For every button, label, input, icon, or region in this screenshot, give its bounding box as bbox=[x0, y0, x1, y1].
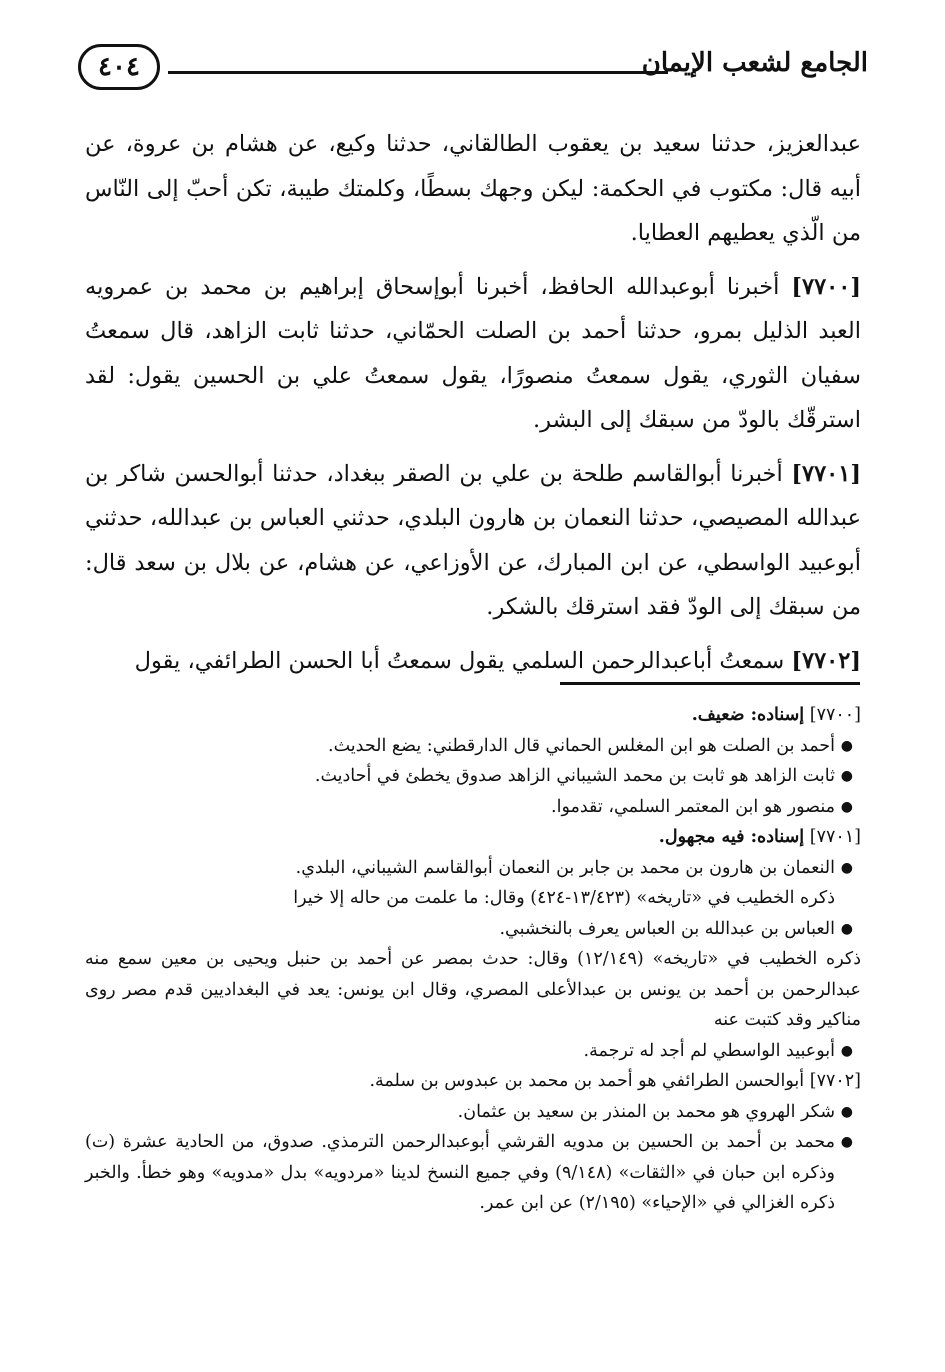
paragraph-text: سمعتُ أباعبدالرحمن السلمي يقول سمعتُ أبا الحسن الطرائفي، يقول bbox=[134, 647, 785, 674]
footnote-item bbox=[85, 792, 861, 823]
footnotes bbox=[85, 700, 861, 1219]
footnote-item-text: العباس بن عبدالله بن العباس يعرف بالنخشبي. bbox=[499, 918, 835, 939]
bullet-icon: ● bbox=[840, 1134, 853, 1150]
main-text bbox=[85, 122, 861, 692]
footnote-divider bbox=[560, 682, 860, 685]
paragraph-7700 bbox=[85, 265, 861, 443]
bullet-icon: ● bbox=[840, 1042, 853, 1059]
footnote-ref: [٧٧٠٢] bbox=[809, 1071, 861, 1091]
footnote-ref: [٧٧٠١] bbox=[809, 827, 861, 847]
footnote-verdict: إسناده: فيه مجهول. bbox=[658, 827, 805, 847]
footnote-item bbox=[85, 853, 861, 884]
footnote-item-text: أحمد بن الصلت هو ابن المغلس الحماني قال الدارقطني: يضع الحديث. bbox=[328, 735, 835, 756]
footnote-heading-7700 bbox=[85, 700, 861, 731]
footnote-continuation: ذكره الخطيب في «تاريخه» (١٣/٤٢٣-٤٢٤) وقال: ما علمت من حاله إلا خيرا bbox=[293, 888, 835, 908]
paragraph-7701 bbox=[85, 452, 861, 630]
footnote-item bbox=[85, 731, 861, 762]
footnote-item bbox=[85, 761, 861, 792]
footnote-item-text: منصور هو ابن المعتمر السلمي، تقدموا. bbox=[551, 796, 835, 817]
hadith-number: [٧٧٠٠] bbox=[791, 273, 861, 300]
book-title: الجامع لشعب الإيمان bbox=[641, 48, 868, 78]
footnote-item-text: أبوعبيد الواسطي لم أجد له ترجمة. bbox=[583, 1040, 835, 1061]
bullet-icon: ● bbox=[840, 798, 853, 815]
page-number: ٤٠٤ bbox=[78, 44, 160, 90]
bullet-icon: ● bbox=[840, 920, 853, 937]
footnote-item bbox=[85, 1036, 861, 1067]
bullet-icon: ● bbox=[840, 737, 853, 754]
footnote-continuation: ذكره الخطيب في «تاريخه» (١٢/١٤٩) وقال: حدث بمصر عن أحمد بن حنبل ويحيى بن معين سمع منه عبدالرحمن بن أحمد بن يونس بن عبدالأعلى المصري، وقال ابن يونس: يعد في البغداديين قدم مصر روى مناكير وقد كتبت عنه bbox=[85, 949, 861, 1030]
footnote-item bbox=[85, 1127, 861, 1219]
footnote-heading-7702 bbox=[85, 1066, 861, 1097]
bullet-icon: ● bbox=[840, 768, 853, 784]
footnote-item-text: شكر الهروي هو محمد بن المنذر بن سعيد بن عثمان. bbox=[457, 1101, 835, 1122]
paragraph-text: عبدالعزيز، حدثنا سعيد بن يعقوب الطالقاني، حدثنا وكيع، عن هشام بن عروة، عن أبيه قال: مكتوب في الحكمة: ليكن وجهك بسطًا، وكلمتك طيبة، تكن أحبّ إلى النّاس من الّذي يعطيهم العطايا. bbox=[85, 131, 861, 246]
paragraph bbox=[85, 122, 861, 256]
hadith-number: [٧٧٠١] bbox=[791, 460, 862, 487]
paragraph-text: أخبرنا أبوعبدالله الحافظ، أخبرنا أبوإسحاق إبراهيم بن محمد بن عمرويه العبد الذليل بمرو، حدثنا أحمد بن الصلت الحمّاني، حدثنا ثابت الزاهد، قال سمعتُ سفيان الثوري، يقول سمعتُ منصورًا، يقول سمعتُ علي بن الحسين يقول: لقد استرقّك بالودّ من سبقك إلى البشر. bbox=[85, 273, 861, 433]
footnote-item-text: محمد بن أحمد بن الحسين بن مدويه القرشي أبوعبدالرحمن الترمذي. صدوق، من الحادية عشرة (ت) وذكره ابن حبان في «الثقات» (٩/١٤٨) وفي جميع النسخ لدينا «مردويه» بدل «مدويه» وهو خطأ. والخبر ذكره الغزالي في «الإحياء» (٢/١٩٥) عن ابن عمر. bbox=[85, 1132, 835, 1213]
bullet-icon: ● bbox=[840, 859, 853, 876]
footnote-item bbox=[85, 1097, 861, 1128]
footnote-ref: [٧٧٠٠] bbox=[809, 705, 861, 725]
footnote-item bbox=[85, 914, 861, 945]
footnote-note: أبوالحسن الطرائفي هو أحمد بن محمد بن عبدوس بن سلمة. bbox=[369, 1071, 805, 1091]
paragraph-7702 bbox=[85, 639, 861, 684]
hadith-number: [٧٧٠٢] bbox=[791, 647, 861, 674]
footnote-item-text: ثابت الزاهد هو ثابت بن محمد الشيباني الزاهد صدوق يخطئ في أحاديث. bbox=[314, 766, 835, 786]
footnote-item-text: النعمان بن هارون بن محمد بن جابر بن النعمان أبوالقاسم الشيباني، البلدي. bbox=[295, 857, 835, 878]
header-rule bbox=[168, 71, 668, 74]
bullet-icon: ● bbox=[840, 1103, 853, 1120]
footnote-heading-7701 bbox=[85, 822, 861, 853]
paragraph-text: أخبرنا أبوالقاسم طلحة بن علي بن الصقر ببغداد، حدثنا أبوالحسن شاكر بن عبدالله المصيصي، حدثنا النعمان بن هارون البلدي، حدثني العباس بن عبدالله، حدثني أبوعبيد الواسطي، عن ابن المبارك، عن الأوزاعي، عن هشام، عن بلال بن سعد قال: من سبقك إلى الودّ فقد استرقك بالشكر. bbox=[85, 460, 861, 620]
page-header bbox=[78, 40, 868, 102]
footnote-verdict: إسناده: ضعيف. bbox=[691, 705, 805, 725]
